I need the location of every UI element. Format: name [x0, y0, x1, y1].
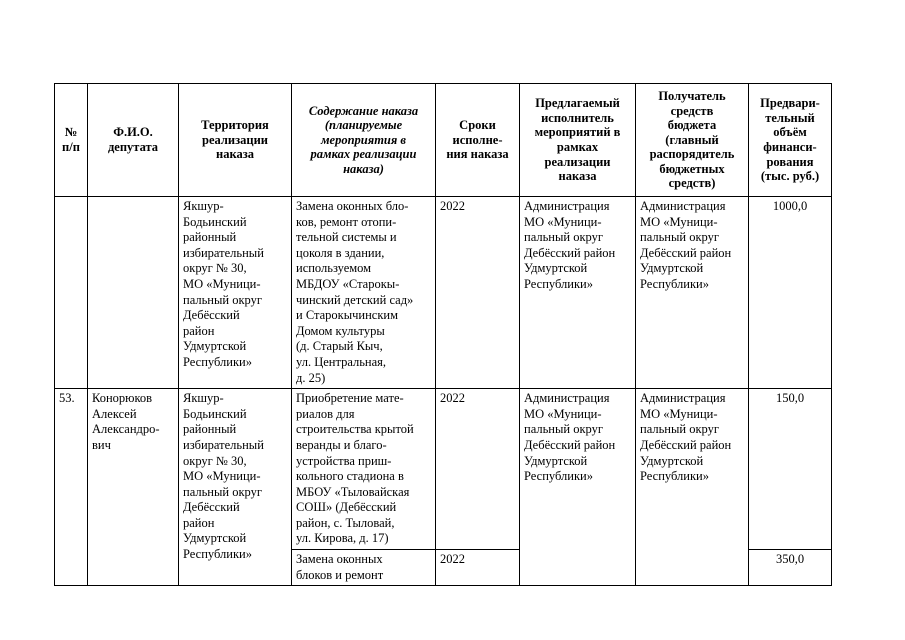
deadline-cell: 2022 — [436, 197, 520, 389]
order-content: Замена оконных блоков и ремонт — [292, 550, 436, 586]
deadline-cell: 2022 — [436, 389, 520, 550]
deputy-name: Конорюков Алексей Александро- вич — [88, 389, 179, 586]
row-number — [55, 197, 88, 389]
header-amount: Предвари- тельный объём финанси- рования (тыс. руб.) — [749, 84, 832, 197]
row-number: 53. — [55, 389, 88, 586]
recipient-cell: Администрация МО «Муници- пальный округ Дебёсский район Удмуртской Республики» — [636, 389, 749, 586]
territory-cell: Якшур- Бодьинский районный избирательный округ № 30, МО «Муници- пальный округ Дебёсский район Удмуртской Республики» — [179, 197, 292, 389]
amount-cell: 350,0 — [749, 550, 832, 586]
order-content: Замена оконных бло- ков, ремонт отопи- тельной системы и цоколя в здании, используемом МБДОУ «Старокы- чинский детский сад» и Старокычинским Домом культуры (д. Старый Кыч, ул. Центральная, д. 25) — [292, 197, 436, 389]
executor-cell: Администрация МО «Муници- пальный округ Дебёсский район Удмуртской Республики» — [520, 389, 636, 586]
recipient-cell: Администрация МО «Муници- пальный округ Дебёсский район Удмуртской Республики» — [636, 197, 749, 389]
header-number: № п/п — [55, 84, 88, 197]
header-executor: Предлагаемый исполнитель мероприятий в рамках реализации наказа — [520, 84, 636, 197]
deadline-cell: 2022 — [436, 550, 520, 586]
deputy-name — [88, 197, 179, 389]
amount-cell: 150,0 — [749, 389, 832, 550]
table-header-row — [55, 84, 832, 197]
header-territory: Территория реализации наказа — [179, 84, 292, 197]
table-row — [55, 389, 832, 550]
header-content: Содержание наказа (планируемые мероприятия в рамках реализации наказа) — [292, 84, 436, 197]
amount-cell: 1000,0 — [749, 197, 832, 389]
order-content: Приобретение мате- риалов для строительства крытой веранды и благо- устройства приш- кольного стадиона в МБОУ «Тыловайская СОШ» (Дебёсский район, с. Тыловай, ул. Кирова, д. 17) — [292, 389, 436, 550]
executor-cell: Администрация МО «Муници- пальный округ Дебёсский район Удмуртской Республики» — [520, 197, 636, 389]
table-row — [55, 197, 832, 389]
orders-table — [54, 83, 832, 586]
territory-cell: Якшур- Бодьинский районный избирательный округ № 30, МО «Муници- пальный округ Дебёсский район Удмуртской Республики» — [179, 389, 292, 586]
header-deputy: Ф.И.О. депутата — [88, 84, 179, 197]
header-recipient: Получатель средств бюджета (главный распорядитель бюджетных средств) — [636, 84, 749, 197]
header-deadline: Сроки исполне- ния наказа — [436, 84, 520, 197]
